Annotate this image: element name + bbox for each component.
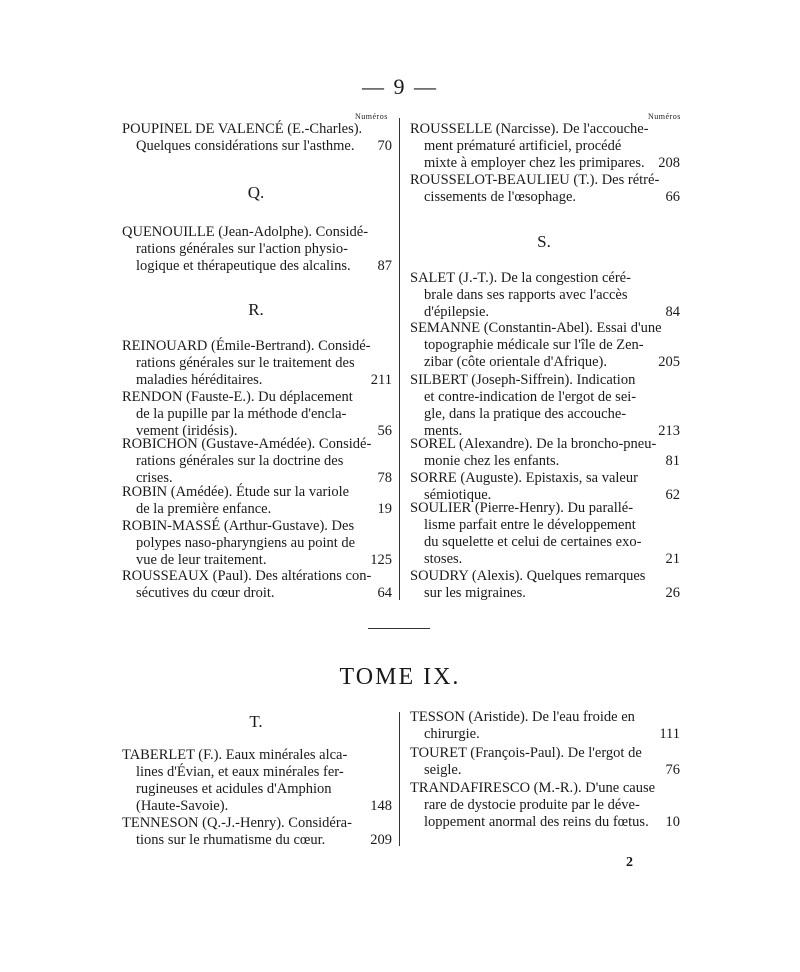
entry-line: ROUSSELLE (Narcisse). De l'accouche-: [410, 121, 649, 137]
entry-number: 64: [377, 585, 392, 601]
entry-line: de la pupille par la méthode d'encla-: [136, 406, 347, 422]
entry-line: monie chez les enfants.: [424, 453, 560, 469]
entry-rousseaux: [122, 568, 392, 602]
entry-line: topographie médicale sur l'île de Zen-: [424, 337, 644, 353]
entry-line: SEMANNE (Constantin-Abel). Essai d'une: [410, 320, 662, 336]
entry-tesson: [410, 709, 680, 743]
entry-line: de la première enfance.: [136, 501, 272, 517]
section-heading-t: T.: [249, 712, 263, 731]
entry-trandafiresco: [410, 780, 680, 831]
entry-line: polypes naso-pharyngiens au point de: [136, 535, 356, 551]
entry-line: SOULIER (Pierre-Henry). Du parallé-: [410, 500, 634, 516]
entry-line: rations générales sur l'action physio-: [136, 241, 348, 257]
entry-line: mixte à employer chez les primipares.: [424, 155, 645, 171]
entry-silbert: [410, 372, 680, 440]
entry-number: 125: [370, 552, 392, 568]
entry-line: SALET (J.-T.). De la congestion céré-: [410, 270, 631, 286]
entry-line: ROBIN (Amédée). Étude sur la variole: [122, 484, 350, 500]
entry-line: QUENOUILLE (Jean-Adolphe). Considé-: [122, 224, 369, 240]
entry-line: crises.: [136, 470, 173, 486]
entry-semanne: [410, 320, 680, 371]
entry-tenneson: [122, 815, 392, 849]
entry-line: gle, dans la pratique des accouche-: [424, 406, 627, 422]
entry-rousselot: [410, 172, 680, 206]
entry-line: Quelques considérations sur l'asthme.: [136, 138, 355, 154]
entry-soulier: [410, 500, 680, 568]
entry-line: SORRE (Auguste). Epistaxis, sa valeur: [410, 470, 638, 486]
entry-line: TOURET (François-Paul). De l'ergot de: [410, 745, 642, 761]
entry-number: 208: [658, 155, 680, 171]
entry-line: sécutives du cœur droit.: [136, 585, 275, 601]
entry-sorre: [410, 470, 680, 504]
column-heading-right: Numéros: [648, 112, 681, 121]
entry-number: 62: [665, 487, 680, 503]
entry-taberlet: [122, 747, 392, 815]
entry-line: sur les migraines.: [424, 585, 526, 601]
entry-line: ment prématuré artificiel, procédé: [424, 138, 622, 154]
entry-number: 70: [377, 138, 392, 154]
entry-line: tions sur le rhumatisme du cœur.: [136, 832, 326, 848]
entry-number: 84: [665, 304, 680, 320]
entry-line: d'épilepsie.: [424, 304, 490, 320]
entry-line: SOREL (Alexandre). De la broncho-pneu-: [410, 436, 657, 452]
entry-number: 205: [658, 354, 680, 370]
entry-rendon: [122, 389, 392, 440]
entry-sorel: [410, 436, 680, 470]
entry-soudry: [410, 568, 680, 602]
entry-line: du squelette et celui de certaines exo-: [424, 534, 642, 550]
entry-line: TENNESON (Q.-J.-Henry). Considéra-: [122, 815, 352, 831]
entry-number: 76: [665, 762, 680, 778]
entry-number: 111: [659, 726, 680, 742]
entry-salet: [410, 270, 680, 321]
entry-number: 21: [665, 551, 680, 567]
entry-line: TABERLET (F.). Eaux minérales alca-: [122, 747, 348, 763]
printer-signature-mark: 2: [626, 855, 633, 870]
entry-number: 10: [665, 814, 680, 830]
entry-line: et contre-indication de l'ergot de sei-: [424, 389, 637, 405]
entry-number: 211: [370, 372, 392, 388]
entry-line: maladies héréditaires.: [136, 372, 263, 388]
entry-line: ROBIN-MASSÉ (Arthur-Gustave). Des: [122, 518, 355, 534]
entry-line: sémiotique.: [424, 487, 492, 503]
entry-number: 56: [377, 423, 392, 439]
entry-number: 26: [665, 585, 680, 601]
entry-line: rations générales sur le traitement des: [136, 355, 355, 371]
entry-line: cissements de l'œsophage.: [424, 189, 577, 205]
entry-number: 209: [370, 832, 392, 848]
entry-poupinel: [122, 121, 392, 155]
entry-touret: [410, 745, 680, 779]
entry-line: loppement anormal des reins du fœtus.: [424, 814, 649, 830]
entry-line: TESSON (Aristide). De l'eau froide en: [410, 709, 635, 725]
entry-line: lisme parfait entre le développement: [424, 517, 636, 533]
column-divider-top: [399, 118, 400, 600]
entry-number: 81: [665, 453, 680, 469]
entry-reinouard: [122, 338, 392, 389]
entry-number: 213: [658, 423, 680, 439]
entry-number: 66: [665, 189, 680, 205]
entry-line: rare de dystocie produite par le déve-: [424, 797, 640, 813]
entry-line: ROUSSELOT-BEAULIEU (T.). Des rétré-: [410, 172, 660, 188]
entry-line: ROBICHON (Gustave-Amédée). Considé-: [122, 436, 372, 452]
section-heading-s: S.: [537, 232, 551, 251]
column-divider-bottom: [399, 712, 400, 846]
entry-line: lines d'Évian, et eaux minérales fer-: [136, 764, 344, 780]
entry-line: (Haute-Savoie).: [136, 798, 229, 814]
entry-quenouille: [122, 224, 392, 275]
section-heading-r: R.: [248, 300, 264, 319]
section-separator-rule: [368, 628, 430, 629]
entry-line: zibar (côte orientale d'Afrique).: [424, 354, 607, 370]
entry-line: chirurgie.: [424, 726, 480, 742]
entry-line: rations générales sur la doctrine des: [136, 453, 344, 469]
entry-line: SOUDRY (Alexis). Quelques remarques: [410, 568, 646, 584]
entry-line: seigle.: [424, 762, 462, 778]
entry-line: ments.: [424, 423, 463, 439]
entry-line: vue de leur traitement.: [136, 552, 267, 568]
entry-number: 87: [377, 258, 392, 274]
section-heading-q: Q.: [247, 183, 265, 202]
entry-number: 148: [370, 798, 392, 814]
entry-robichon: [122, 436, 392, 487]
entry-number: 19: [377, 501, 392, 517]
column-heading-left: Numéros: [355, 112, 388, 121]
entry-line: brale dans ses rapports avec l'accès: [424, 287, 628, 303]
entry-line: RENDON (Fauste-E.). Du déplacement: [122, 389, 353, 405]
entry-robin-masse: [122, 518, 392, 569]
tome-heading: TOME IX.: [339, 664, 461, 690]
entry-line: rugineuses et acidules d'Amphion: [136, 781, 332, 797]
entry-robin: [122, 484, 392, 518]
entry-line: ROUSSEAUX (Paul). Des altérations con-: [122, 568, 372, 584]
entry-line: vement (iridésis).: [136, 423, 238, 439]
entry-line: REINOUARD (Émile-Bertrand). Considé-: [122, 338, 371, 354]
entry-rousselle: [410, 121, 680, 172]
entry-line: logique et thérapeutique des alcalins.: [136, 258, 351, 274]
entry-line: TRANDAFIRESCO (M.-R.). D'une cause: [410, 780, 656, 796]
entry-number: 78: [377, 470, 392, 486]
entry-line: stoses.: [424, 551, 463, 567]
entry-line: POUPINEL DE VALENCÉ (E.-Charles).: [122, 121, 363, 137]
page-number: — 9 —: [362, 74, 438, 99]
entry-line: SILBERT (Joseph-Siffrein). Indication: [410, 372, 636, 388]
